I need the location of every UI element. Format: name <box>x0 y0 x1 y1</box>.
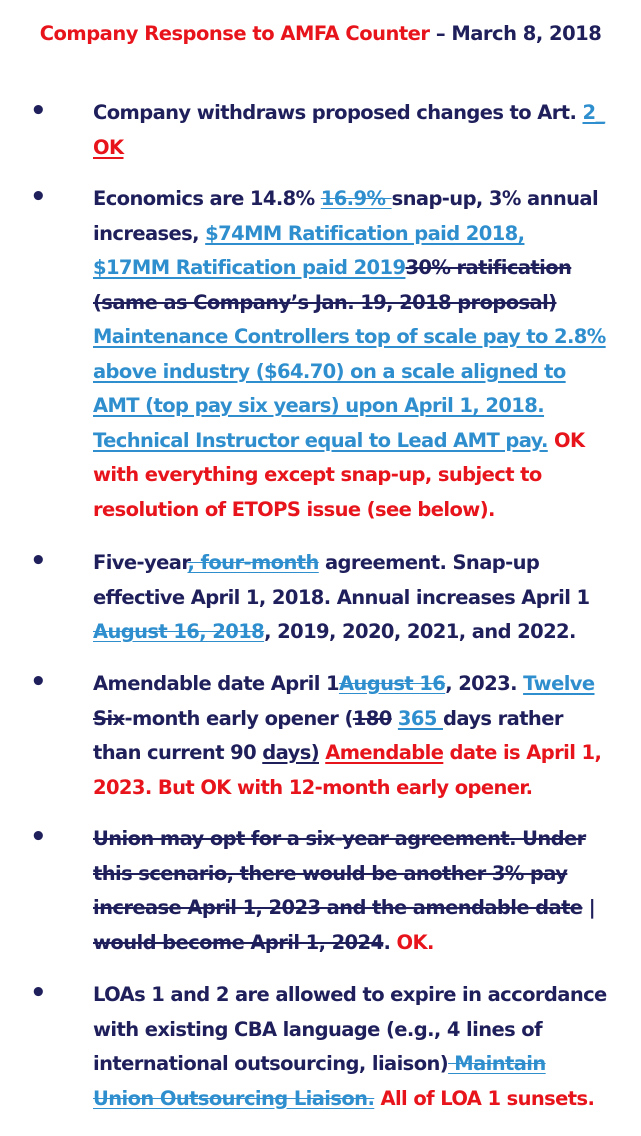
text-line <box>93 389 623 424</box>
text-line <box>93 546 623 581</box>
text-segment: Six <box>93 706 125 730</box>
text-segment: date is April 1, <box>443 741 602 764</box>
text-segment: August 16 <box>338 672 446 695</box>
bullet-marker: • <box>30 822 47 852</box>
text-segment: AMT (top pay six years) upon April 1, 2018. <box>93 394 545 417</box>
document-title <box>0 20 641 48</box>
text-segment: 365 <box>397 706 443 730</box>
bullet-item-amendable-date <box>93 667 623 805</box>
text-segment: , four-month <box>187 551 319 574</box>
text-line <box>93 251 623 286</box>
text-segment: $74MM Ratification paid 2018, <box>205 221 525 245</box>
text-segment: effective April 1, 2018. Annual increases April 1 <box>93 585 590 609</box>
text-segment: 180 <box>352 706 392 730</box>
text-segment: days) <box>262 741 320 764</box>
title-date-part: – March 8, 2018 <box>429 22 602 45</box>
text-segment: increase April 1, 2023 and the amendable date <box>93 896 583 919</box>
text-line <box>93 857 623 892</box>
bullet-item-art2 <box>93 96 623 165</box>
text-line <box>93 771 623 806</box>
text-segment: Five-year <box>93 551 188 574</box>
bullet-marker: • <box>30 978 47 1008</box>
text-segment: 16.9% <box>320 187 392 210</box>
text-segment: . <box>383 930 397 954</box>
text-segment: snap-up, 3% annual <box>391 187 599 210</box>
text-segment: Company withdraws proposed changes to Art. <box>93 101 583 124</box>
bullet-marker: • <box>30 667 47 697</box>
text-segment: would become April 1, 2024 <box>93 930 384 954</box>
text-segment: | <box>582 896 596 919</box>
bullet-item-loas <box>93 978 623 1116</box>
title-red-part: Company Response to AMFA Counter <box>39 22 430 45</box>
text-segment: Maintain <box>448 1052 546 1075</box>
text-line <box>93 615 623 650</box>
text-line <box>93 702 623 737</box>
text-segment: All of LOA 1 sunsets. <box>374 1086 595 1110</box>
text-segment: , 2019, 2020, 2021, and 2022. <box>264 620 576 643</box>
text-segment: Maintenance Controllers top of scale pay to 2.8% <box>93 325 606 348</box>
text-segment: than current 90 <box>93 741 263 764</box>
text-segment: Technical Instructor equal to Lead AMT pay. <box>93 428 548 452</box>
text-segment: resolution of ETOPS issue (see below). <box>93 497 495 521</box>
text-segment: OK <box>547 428 585 452</box>
text-segment: agreement. Snap-up <box>318 551 540 574</box>
text-segment: Union may opt for a six-year agreement. Under <box>93 827 586 850</box>
text-segment: increases, <box>93 221 206 245</box>
text-segment: this scenario, there would be another 3% pay <box>93 861 568 885</box>
text-segment: Economics are 14.8% <box>93 187 321 210</box>
text-line <box>93 581 623 616</box>
text-segment: Amendable date April 1 <box>93 672 339 695</box>
text-segment: August 16, 2018 <box>93 620 265 643</box>
text-line <box>93 667 623 702</box>
text-segment: Union Outsourcing Liaison. <box>93 1086 375 1110</box>
text-line <box>93 217 623 252</box>
text-line <box>93 891 623 926</box>
text-segment: with existing CBA language (e.g., 4 lines of <box>93 1017 542 1041</box>
text-line <box>93 1047 623 1082</box>
text-segment: LOAs 1 and 2 are allowed to expire in accordance <box>93 983 607 1006</box>
text-segment: OK. <box>396 930 434 954</box>
text-line <box>93 736 623 771</box>
text-segment: above industry ($64.70) on a scale aligned to <box>93 359 566 383</box>
text-segment: 30% ratification <box>405 256 572 279</box>
text-segment: 2_ <box>582 101 605 124</box>
text-line <box>93 131 623 166</box>
text-segment: with everything except snap-up, subject to <box>93 463 542 486</box>
text-segment: $17MM Ratification paid 2019 <box>93 256 406 279</box>
text-line <box>93 1082 623 1117</box>
text-segment: -month early opener ( <box>124 706 353 730</box>
text-line <box>93 1013 623 1048</box>
bullet-item-economics <box>93 182 623 527</box>
text-segment: OK <box>93 135 124 159</box>
bullet-item-term <box>93 546 623 650</box>
text-line <box>93 926 623 961</box>
text-line <box>93 822 623 857</box>
text-line <box>93 493 623 528</box>
bullet-marker: • <box>30 546 47 576</box>
text-line <box>93 424 623 459</box>
text-line <box>93 458 623 493</box>
bullet-marker: • <box>30 182 47 212</box>
text-segment: Amendable <box>325 741 444 764</box>
text-line <box>93 355 623 390</box>
text-line <box>93 978 623 1013</box>
text-segment: Twelve <box>523 672 595 695</box>
text-line <box>93 96 623 131</box>
text-segment: , 2023. <box>445 672 524 695</box>
bullet-marker: • <box>30 96 47 126</box>
bullet-item-six-year-option <box>93 822 623 960</box>
text-line <box>93 182 623 217</box>
text-line <box>93 320 623 355</box>
text-line <box>93 286 623 321</box>
text-segment: (same as Company’s Jan. 19, 2018 proposal) <box>93 290 557 314</box>
text-segment: days rather <box>443 706 563 730</box>
text-segment: international outsourcing, liaison) <box>93 1052 449 1075</box>
text-segment: 2023. But OK with 12-month early opener. <box>93 775 533 799</box>
